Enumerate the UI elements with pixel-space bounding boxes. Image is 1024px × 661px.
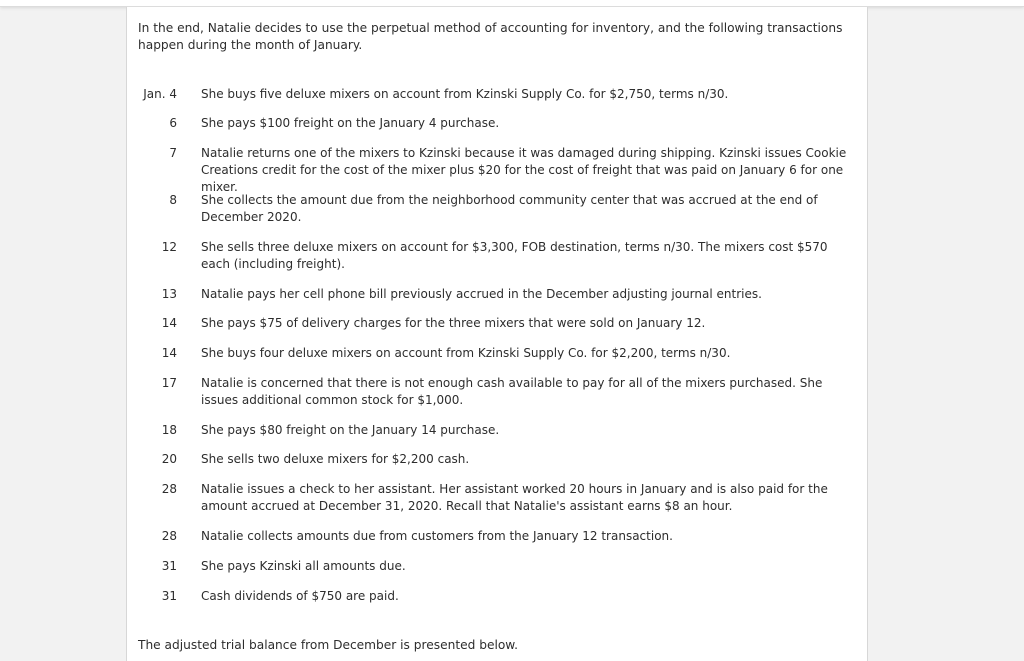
transaction-row [127, 528, 867, 545]
transaction-row [127, 422, 867, 439]
transaction-date: 17 [161, 376, 177, 390]
transaction-row [127, 115, 867, 132]
transaction-description: Natalie issues a check to her assistant. Her assistant worked 20 hours in January and is also paid for the amount accrued at December 31, 2020. Recall that Natalie's assistant earns $8 an hour. [201, 482, 828, 513]
transaction-date: 31 [161, 589, 177, 603]
transaction-row [127, 345, 867, 362]
content-panel [126, 7, 868, 661]
transaction-date: 6 [169, 116, 177, 130]
transaction-row [127, 145, 867, 196]
transaction-row [127, 588, 867, 605]
transaction-row [127, 86, 867, 103]
transaction-description: Natalie pays her cell phone bill previously accrued in the December adjusting journal entries. [201, 287, 762, 301]
transaction-description: She buys four deluxe mixers on account from Kzinski Supply Co. for $2,200, terms n/30. [201, 346, 731, 360]
transaction-date: 31 [161, 559, 177, 573]
transaction-description: Cash dividends of $750 are paid. [201, 589, 399, 603]
transaction-description: She pays $80 freight on the January 14 purchase. [201, 423, 500, 437]
transaction-row [127, 239, 867, 273]
top-bar [0, 0, 1024, 7]
transaction-date: 7 [169, 146, 177, 160]
transaction-row [127, 558, 867, 575]
transaction-date: Jan. 4 [143, 87, 177, 101]
transaction-date: 8 [169, 193, 177, 207]
transaction-description: She buys five deluxe mixers on account from Kzinski Supply Co. for $2,750, terms n/30. [201, 87, 729, 101]
transaction-date: 14 [161, 316, 177, 330]
transaction-row [127, 192, 867, 226]
transaction-description: She pays $75 of delivery charges for the three mixers that were sold on January 12. [201, 316, 706, 330]
transaction-date: 12 [161, 240, 177, 254]
transaction-description: She pays Kzinski all amounts due. [201, 559, 406, 573]
transaction-row [127, 315, 867, 332]
transaction-date: 28 [161, 529, 177, 543]
trial-balance-caption: The adjusted trial balance from December is presented below. [138, 638, 519, 652]
transaction-description: She collects the amount due from the neighborhood community center that was accrued at the end of December 2020. [201, 193, 818, 224]
transaction-date: 20 [161, 452, 177, 466]
transaction-row [127, 451, 867, 468]
transaction-description: She sells three deluxe mixers on account for $3,300, FOB destination, terms n/30. The mixers cost $570 each (including freight). [201, 240, 828, 271]
transaction-description: Natalie returns one of the mixers to Kzinski because it was damaged during shipping. Kzinski issues Cookie Creations credit for the cost of the mixer plus $20 for the cost of freight that was paid on January 6 for one mixer. [201, 146, 847, 194]
transaction-description: Natalie is concerned that there is not enough cash available to pay for all of the mixers purchased. She issues additional common stock for $1,000. [201, 376, 823, 407]
transaction-row [127, 481, 867, 515]
transaction-row [127, 286, 867, 303]
transaction-date: 13 [161, 287, 177, 301]
intro-paragraph: In the end, Natalie decides to use the perpetual method of accounting for inventory, and the following transactions happen during the month of January. [138, 21, 843, 52]
transaction-row [127, 375, 867, 409]
transaction-description: Natalie collects amounts due from customers from the January 12 transaction. [201, 529, 673, 543]
transaction-description: She sells two deluxe mixers for $2,200 cash. [201, 452, 470, 466]
transaction-date: 14 [161, 346, 177, 360]
transaction-date: 28 [161, 482, 177, 496]
transaction-date: 18 [161, 423, 177, 437]
transaction-description: She pays $100 freight on the January 4 purchase. [201, 116, 500, 130]
